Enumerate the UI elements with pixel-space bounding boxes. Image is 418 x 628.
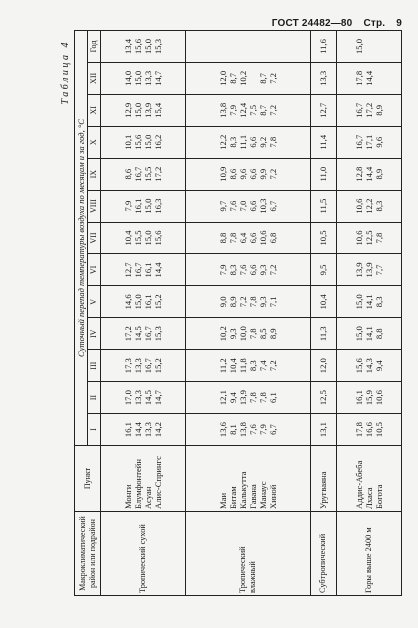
value: 7,2: [268, 360, 279, 372]
value: 7,2: [238, 296, 249, 308]
value-cell: [101, 254, 186, 286]
header-span-title: Суточный перепад температуры воздуха по месяцам и за год, °С: [75, 31, 88, 446]
value: 9,0: [218, 296, 229, 308]
value: 8,6: [123, 168, 134, 180]
value: 12,8: [353, 166, 364, 182]
value: 7,6: [228, 200, 239, 212]
value-cell: [101, 31, 186, 63]
value: 16,1: [123, 422, 134, 438]
value: 8,8: [218, 232, 229, 244]
value-cell: [310, 382, 336, 414]
value: [218, 33, 228, 60]
point-name: Хиной: [268, 484, 279, 509]
value: 15,9: [363, 390, 374, 406]
value-cell: [336, 286, 401, 318]
value: 8,9: [268, 328, 279, 340]
value-cell: [310, 222, 336, 254]
value: 8,9: [228, 296, 239, 308]
value: 16,7: [143, 358, 154, 374]
value: 9,6: [238, 168, 249, 180]
value: 13,3: [133, 358, 144, 374]
value-cell: [101, 222, 186, 254]
value: 16,7: [133, 262, 144, 278]
value: 10,2: [238, 70, 249, 86]
value: 13,3: [133, 390, 144, 406]
region-cell: Горы выше 2400 м: [336, 512, 401, 596]
value-cell: [310, 190, 336, 222]
value: 12,1: [218, 390, 229, 406]
value: 6,8: [268, 232, 279, 244]
value: 15,3: [153, 326, 164, 342]
value: 16,7: [143, 326, 154, 342]
month-header: X: [88, 126, 101, 158]
value-cell: [186, 222, 311, 254]
value: 12,5: [363, 230, 374, 246]
month-header: V: [88, 286, 101, 318]
value-cell: [186, 382, 311, 414]
value: 7,9: [258, 424, 269, 435]
value: 15,5: [143, 166, 154, 182]
value: 15,0: [133, 294, 144, 310]
month-header: VIII: [88, 190, 101, 222]
value: 12,4: [238, 102, 249, 118]
value: 7,9: [218, 264, 229, 276]
value: 6,7: [268, 424, 279, 435]
page-label: Стр.: [363, 18, 386, 29]
value-cell: [101, 286, 186, 318]
page-number: 9: [396, 18, 402, 29]
table-row: [336, 31, 401, 596]
value: 8,3: [373, 296, 384, 308]
value: 7,6: [238, 264, 249, 276]
value: 8,5: [258, 328, 269, 340]
value-cell: [186, 414, 311, 446]
point-name: Уругваяна: [318, 471, 329, 509]
value: 7,8: [248, 328, 259, 340]
value: 12,2: [363, 198, 374, 214]
value: 15,0: [143, 38, 154, 54]
value-cell: [101, 190, 186, 222]
value: 7,8: [248, 392, 259, 403]
value-cell: [336, 158, 401, 190]
value: 11,8: [238, 358, 249, 374]
value: 10,6: [353, 198, 364, 214]
point-name: Битам: [228, 486, 239, 509]
point-cell: [186, 446, 311, 512]
value: 6,6: [248, 168, 259, 180]
value: 8,3: [248, 360, 259, 372]
value: 17,8: [353, 70, 364, 86]
value: 14,7: [153, 70, 164, 86]
value: 8,9: [373, 168, 384, 180]
value: 7,1: [268, 296, 279, 308]
point-name: Калькутта: [238, 471, 249, 509]
value-cell: [186, 350, 311, 382]
temperature-range-table: [74, 30, 402, 596]
value: 15,6: [133, 134, 144, 150]
value: 10,6: [353, 230, 364, 246]
value: 7,8: [228, 232, 239, 244]
point-name: Гавана: [248, 484, 259, 509]
value-cell: [310, 254, 336, 286]
value: 7,4: [258, 360, 269, 372]
value-cell: [186, 158, 311, 190]
value: [374, 33, 384, 60]
value: 11,2: [218, 358, 229, 374]
value: 13,4: [123, 38, 134, 54]
value: 15,6: [133, 38, 144, 54]
value: 8,7: [228, 73, 239, 84]
table-row: [186, 31, 311, 596]
value: 7,8: [248, 296, 259, 308]
value: 8,3: [373, 200, 384, 212]
value-cell: [101, 350, 186, 382]
value-cell: [310, 62, 336, 94]
value: 8,6: [228, 168, 239, 180]
value-cell: [101, 382, 186, 414]
value: 8,3: [228, 136, 239, 148]
value: 6,6: [248, 200, 259, 212]
value: 10,6: [258, 230, 269, 246]
value: 17,0: [123, 390, 134, 406]
value: 9,9: [258, 168, 269, 180]
month-header: IX: [88, 158, 101, 190]
value-cell: [310, 318, 336, 350]
value-cell: [336, 254, 401, 286]
value: [374, 65, 384, 92]
value: 10,5: [373, 422, 384, 438]
value: 12,9: [123, 102, 134, 118]
value: 8,7: [258, 73, 269, 84]
value: 11,6: [318, 39, 329, 54]
value: 7,0: [238, 200, 249, 212]
value: 14,2: [153, 422, 164, 438]
value: 7,9: [228, 104, 239, 116]
value: 17,2: [123, 326, 134, 342]
value-cell: [186, 126, 311, 158]
value-cell: [336, 31, 401, 63]
point-cell: [310, 446, 336, 512]
value: 15,0: [353, 38, 364, 54]
value: 15,3: [153, 38, 164, 54]
value: 9,2: [258, 136, 269, 148]
value: 14,3: [363, 358, 374, 374]
value: 14,5: [143, 390, 154, 406]
value: 9,4: [373, 360, 384, 372]
value: 7,5: [248, 104, 259, 116]
month-header: Год: [88, 31, 101, 63]
value: 17,2: [363, 102, 374, 118]
value: 17,1: [363, 134, 374, 150]
value: 8,7: [258, 104, 269, 116]
value: 6,6: [248, 264, 259, 276]
value: 12,2: [218, 134, 229, 150]
value: 10,3: [258, 198, 269, 214]
value: 13,8: [218, 102, 229, 118]
value: 10,2: [218, 326, 229, 342]
value: 11,0: [318, 166, 329, 182]
value: 16,1: [353, 390, 364, 406]
value: 10,5: [318, 230, 329, 246]
standard-code: ГОСТ 24482—80: [271, 18, 353, 29]
value: 9,6: [373, 136, 384, 148]
value: 17,8: [353, 422, 364, 438]
header-point: Пункт: [75, 446, 101, 512]
value-cell: [101, 126, 186, 158]
point-name: Монги: [123, 484, 134, 509]
value-cell: [310, 414, 336, 446]
point-cell: [336, 446, 401, 512]
value-cell: [186, 31, 311, 63]
value: 14,4: [133, 422, 144, 438]
value: 9,3: [258, 296, 269, 308]
month-header: XII: [88, 62, 101, 94]
value: 8,9: [373, 104, 384, 116]
value: 10,4: [318, 294, 329, 310]
value-cell: [101, 414, 186, 446]
value: 9,4: [228, 392, 239, 403]
value: 15,0: [143, 134, 154, 150]
table-header-row: [75, 31, 88, 596]
value: 14,7: [153, 390, 164, 406]
value: 7,7: [373, 264, 384, 276]
value-cell: [336, 414, 401, 446]
value: 11,5: [318, 198, 329, 214]
value: 9,5: [318, 264, 329, 276]
value: 6,1: [268, 392, 279, 403]
value: 13,6: [218, 422, 229, 438]
value-cell: [336, 350, 401, 382]
value: 6,7: [268, 200, 279, 212]
value-cell: [186, 94, 311, 126]
value: 17,2: [153, 166, 164, 182]
region-cell: Тропический влажный: [186, 512, 311, 596]
value: 7,2: [268, 264, 279, 276]
value: 16,7: [133, 166, 144, 182]
point-name: Асуан: [143, 486, 154, 509]
value-cell: [336, 126, 401, 158]
value: 15,0: [133, 70, 144, 86]
value: 10,4: [228, 358, 239, 374]
value-cell: [101, 62, 186, 94]
value: [248, 65, 258, 92]
value: 7,8: [268, 136, 279, 148]
value: 15,4: [153, 102, 164, 118]
value: 7,2: [268, 168, 279, 180]
value: 16,3: [153, 198, 164, 214]
value: 16,7: [353, 102, 364, 118]
value: 15,6: [153, 230, 164, 246]
value: 10,6: [373, 390, 384, 406]
value: 14,1: [363, 326, 374, 342]
point-name: Лхаса: [363, 487, 374, 509]
value-cell: [186, 286, 311, 318]
value-cell: [336, 318, 401, 350]
value-cell: [336, 94, 401, 126]
value: 13,1: [318, 422, 329, 438]
point-name: Блумфонтейн: [133, 459, 144, 509]
value: 14,6: [123, 294, 134, 310]
value: 14,5: [133, 326, 144, 342]
value-cell: [310, 350, 336, 382]
table-caption: Таблица 4: [60, 40, 71, 105]
value: 13,8: [238, 422, 249, 438]
value: 12,7: [123, 262, 134, 278]
page-header: [264, 18, 402, 29]
value: 14,1: [363, 294, 374, 310]
value: 16,6: [363, 422, 374, 438]
value: 10,4: [123, 230, 134, 246]
value: 10,9: [218, 166, 229, 182]
value: 9,3: [228, 328, 239, 340]
month-header: VII: [88, 222, 101, 254]
value: 15,5: [133, 230, 144, 246]
value: 6,6: [248, 136, 259, 148]
value: 15,2: [153, 294, 164, 310]
value: 13,3: [318, 70, 329, 86]
value: 11,3: [318, 326, 329, 342]
region-cell: Тропический сухой: [101, 512, 186, 596]
value: 8,3: [228, 264, 239, 276]
value-cell: [310, 126, 336, 158]
value: 16,1: [143, 262, 154, 278]
value: 14,4: [363, 166, 374, 182]
value: 17,3: [123, 358, 134, 374]
value: 9,7: [218, 200, 229, 212]
value: 16,1: [143, 294, 154, 310]
value: 15,0: [143, 198, 154, 214]
point-name: Манаус: [258, 481, 269, 509]
value: 11,4: [318, 134, 329, 150]
value: 7,8: [373, 232, 384, 244]
value: 15,0: [133, 102, 144, 118]
value: 7,2: [268, 73, 279, 84]
value: 15,6: [353, 358, 364, 374]
value: 13,9: [353, 262, 364, 278]
value-cell: [186, 318, 311, 350]
value: [248, 33, 258, 60]
value: [268, 33, 278, 60]
value: 12,5: [318, 390, 329, 406]
month-header: II: [88, 382, 101, 414]
value-cell: [186, 254, 311, 286]
value: 13,9: [363, 262, 374, 278]
value: 7,6: [248, 424, 259, 435]
value-cell: [186, 190, 311, 222]
value: 13,9: [143, 102, 154, 118]
value: 14,4: [363, 70, 374, 86]
point-name: Богота: [373, 484, 384, 509]
value: 10,1: [123, 134, 134, 150]
value: 16,7: [353, 134, 364, 150]
value: [228, 33, 238, 60]
value: [258, 33, 268, 60]
point-name: Аддис-Абеба: [353, 460, 364, 509]
value: 8,8: [373, 328, 384, 340]
value-cell: [310, 31, 336, 63]
value-cell: [101, 94, 186, 126]
value: 12,0: [218, 70, 229, 86]
month-header: XI: [88, 94, 101, 126]
value-cell: [310, 286, 336, 318]
value: 13,3: [143, 422, 154, 438]
value: 12,0: [318, 358, 329, 374]
value: 10,0: [238, 326, 249, 342]
value: 14,0: [123, 70, 134, 86]
month-header: I: [88, 414, 101, 446]
value-cell: [310, 158, 336, 190]
value: 7,2: [268, 104, 279, 116]
table-row: [310, 31, 336, 596]
value: 7,8: [258, 392, 269, 403]
value: 12,7: [318, 102, 329, 118]
point-name: Маи: [218, 492, 229, 509]
value: 15,0: [143, 230, 154, 246]
header-region: Макроклиматический район или подрайон: [75, 512, 101, 596]
value: 13,3: [143, 70, 154, 86]
value-cell: [101, 158, 186, 190]
value: 14,4: [153, 262, 164, 278]
value: 11,1: [238, 134, 249, 150]
value: 15,2: [153, 358, 164, 374]
value: 6,6: [248, 232, 259, 244]
value: 6,4: [238, 232, 249, 244]
value-cell: [336, 190, 401, 222]
value: 7,9: [123, 200, 134, 212]
value: 9,3: [258, 264, 269, 276]
value-cell: [336, 382, 401, 414]
value: 16,2: [153, 134, 164, 150]
value-cell: [336, 222, 401, 254]
value: 15,0: [353, 294, 364, 310]
value-cell: [336, 62, 401, 94]
value-cell: [310, 94, 336, 126]
region-cell: Субтропический: [310, 512, 336, 596]
value: 8,1: [228, 424, 239, 435]
month-header: VI: [88, 254, 101, 286]
value: 15,0: [353, 326, 364, 342]
value: [238, 33, 248, 60]
value: 16,1: [133, 198, 144, 214]
value: 13,9: [238, 390, 249, 406]
rotated-table-frame: [60, 30, 402, 596]
value-cell: [186, 62, 311, 94]
value: [364, 33, 374, 60]
month-header: III: [88, 350, 101, 382]
table-row: [101, 31, 186, 596]
point-name: Алис-Спрингс: [153, 456, 164, 509]
month-header: IV: [88, 318, 101, 350]
point-cell: [101, 446, 186, 512]
value-cell: [101, 318, 186, 350]
